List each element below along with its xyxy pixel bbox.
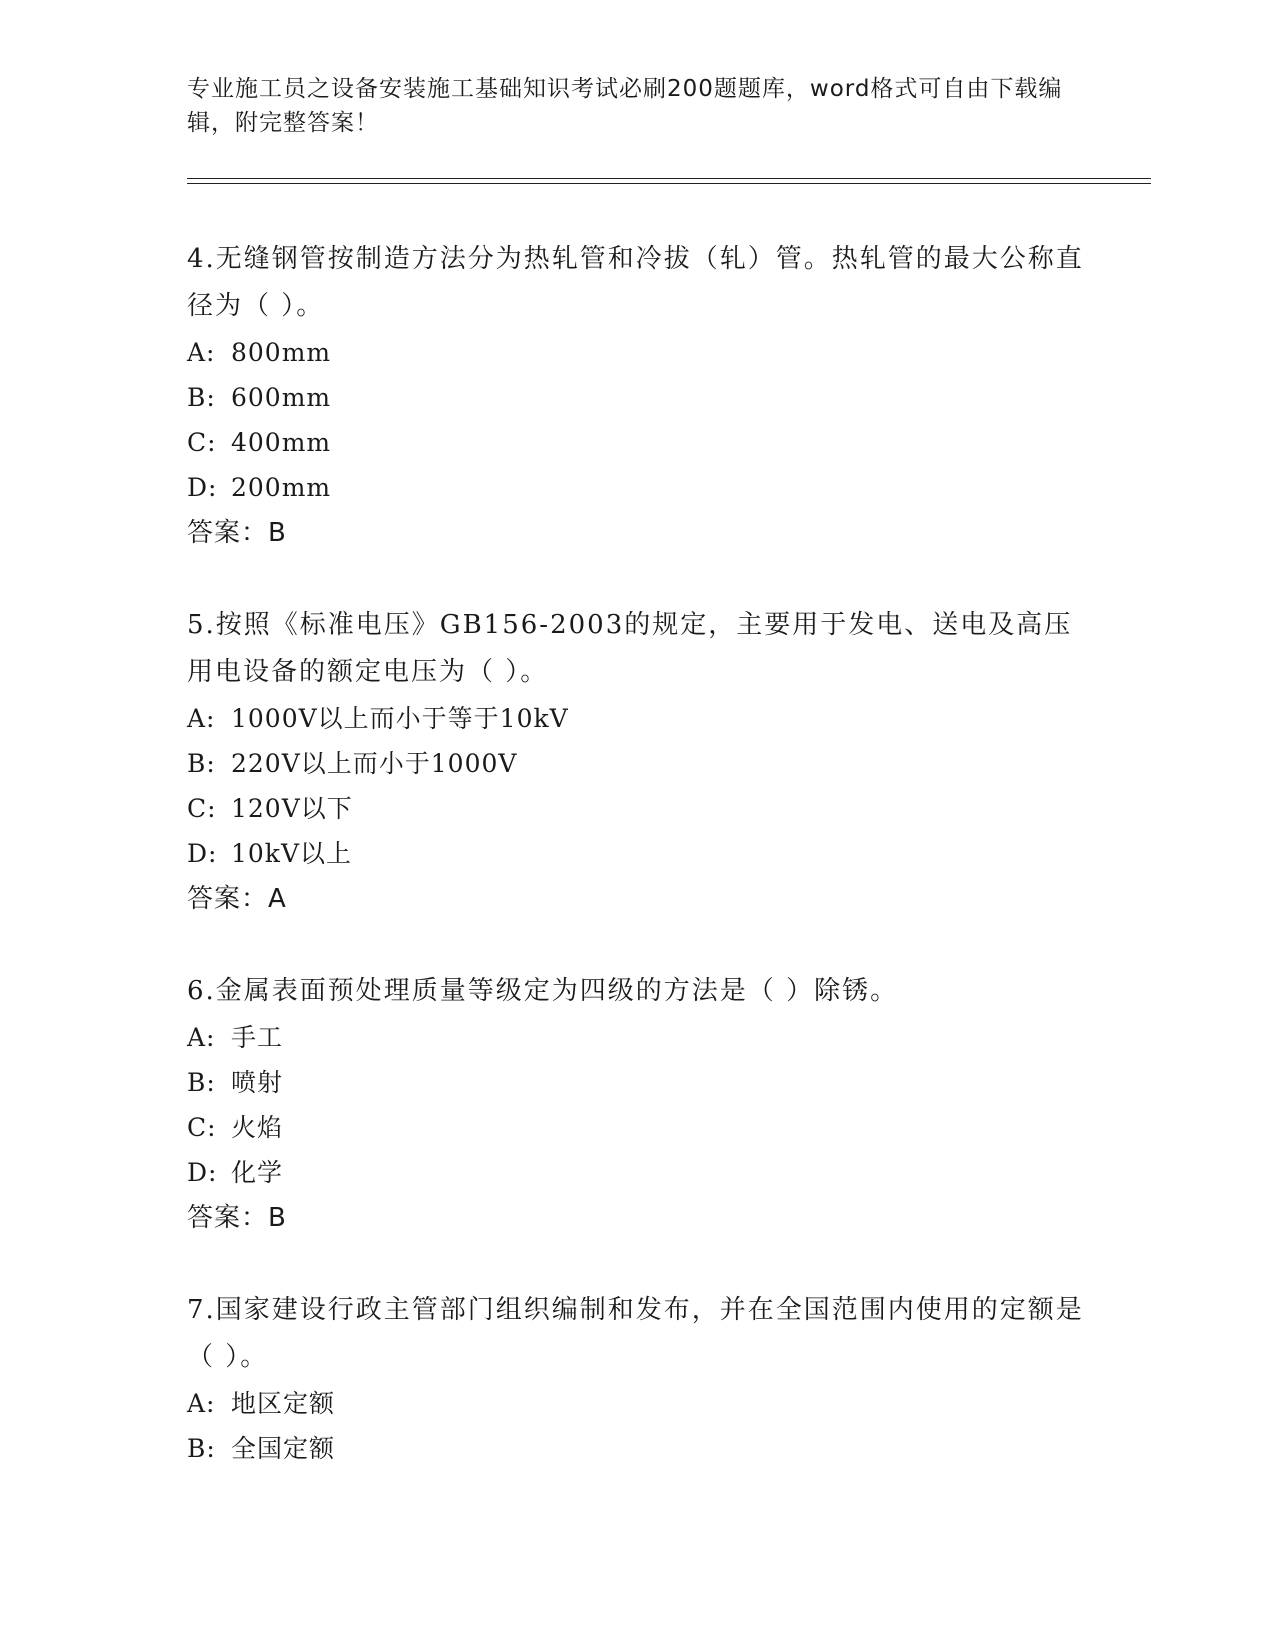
question-7 xyxy=(187,1287,1087,1471)
option-letter: D: xyxy=(187,839,218,868)
option-text: 喷射 xyxy=(231,1068,284,1097)
option-b xyxy=(187,1426,1087,1471)
option-text: 火焰 xyxy=(231,1113,284,1142)
option-text: 200mm xyxy=(231,473,332,502)
option-letter: B: xyxy=(187,749,216,778)
question-4 xyxy=(187,236,1087,556)
option-b xyxy=(187,375,1087,420)
option-a xyxy=(187,696,1087,741)
option-letter: D: xyxy=(187,1158,218,1187)
option-letter: C: xyxy=(187,428,217,457)
option-text: 600mm xyxy=(231,383,332,412)
option-d xyxy=(187,1150,1087,1195)
option-a xyxy=(187,330,1087,375)
option-text: 120V以下 xyxy=(231,794,353,823)
option-text: 1000V以上而小于等于10kV xyxy=(231,704,569,733)
option-a xyxy=(187,1015,1087,1060)
option-letter: A: xyxy=(187,1389,216,1418)
option-text: 400mm xyxy=(231,428,332,457)
option-c xyxy=(187,420,1087,465)
question-text: 6.金属表面预处理质量等级定为四级的方法是（ ）除锈。 xyxy=(187,976,899,1006)
option-text: 手工 xyxy=(231,1023,284,1052)
header-divider-top xyxy=(187,178,1151,179)
option-d xyxy=(187,831,1087,876)
answer-label: 答案：B xyxy=(187,518,287,548)
option-text: 220V以上而小于1000V xyxy=(231,749,518,778)
option-letter: D: xyxy=(187,473,218,502)
header-divider-bottom xyxy=(187,183,1151,184)
question-6 xyxy=(187,968,1087,1241)
answer-label: 答案：B xyxy=(187,1203,287,1233)
answer-label: 答案：A xyxy=(187,884,287,914)
option-text: 化学 xyxy=(231,1158,284,1187)
question-text: 5.按照《标准电压》GB156-2003的规定，主要用于发电、送电及高压用电设备的额定电压为（ ）。 xyxy=(187,610,1073,687)
option-text: 800mm xyxy=(231,338,332,367)
option-letter: C: xyxy=(187,1113,217,1142)
option-c xyxy=(187,786,1087,831)
option-letter: C: xyxy=(187,794,217,823)
option-letter: B: xyxy=(187,1068,216,1097)
option-letter: A: xyxy=(187,704,216,733)
question-list xyxy=(187,236,1087,1517)
option-c xyxy=(187,1105,1087,1150)
option-b xyxy=(187,1060,1087,1105)
question-text: 4.无缝钢管按制造方法分为热轧管和冷拔（轧）管。热轧管的最大公称直径为（ ）。 xyxy=(187,244,1084,321)
option-letter: B: xyxy=(187,1434,216,1463)
question-text: 7.国家建设行政主管部门组织编制和发布，并在全国范围内使用的定额是（ ）。 xyxy=(187,1295,1084,1372)
question-5 xyxy=(187,602,1087,922)
option-letter: A: xyxy=(187,1023,216,1052)
option-d xyxy=(187,465,1087,510)
option-letter: A: xyxy=(187,338,216,367)
option-b xyxy=(187,741,1087,786)
option-text: 地区定额 xyxy=(231,1389,336,1418)
option-text: 全国定额 xyxy=(231,1434,336,1463)
document-header: 专业施工员之设备安装施工基础知识考试必刷200题题库，word格式可自由下载编辑，附完整答案！ xyxy=(187,76,1063,136)
option-letter: B: xyxy=(187,383,216,412)
option-text: 10kV以上 xyxy=(231,839,353,868)
option-a xyxy=(187,1381,1087,1426)
